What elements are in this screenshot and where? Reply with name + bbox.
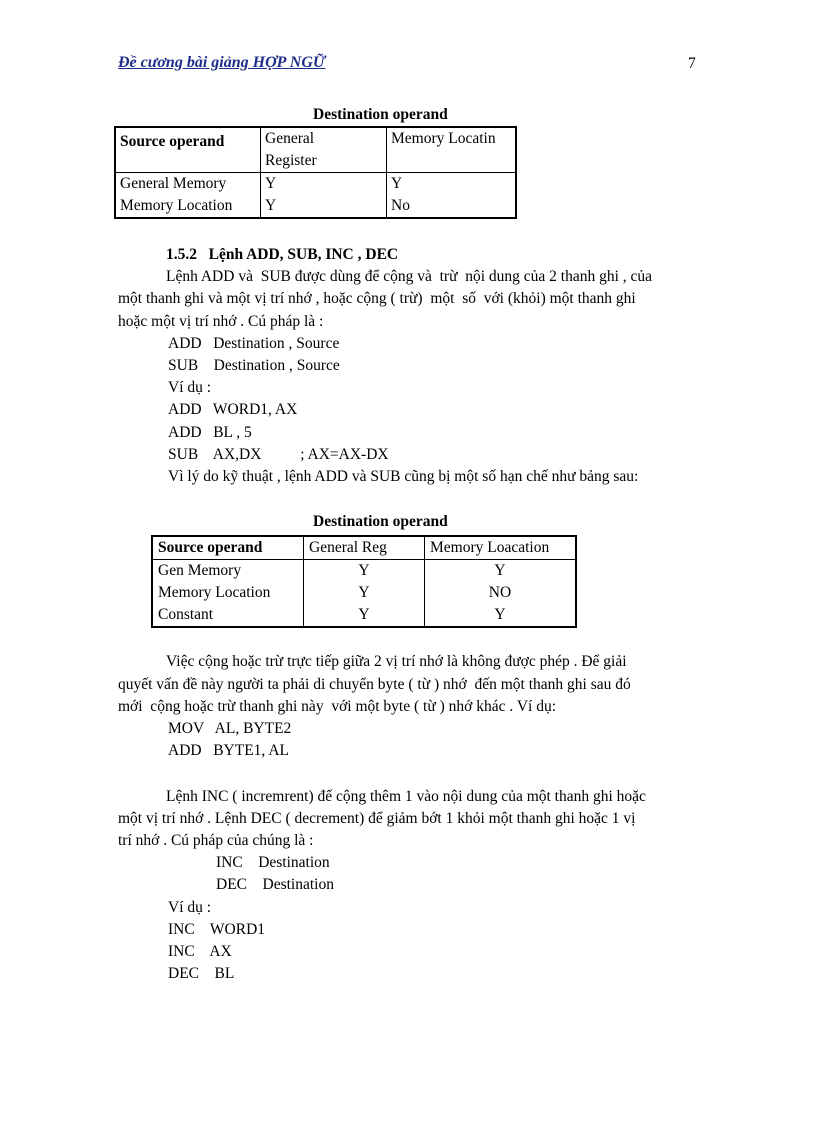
table-row bbox=[152, 536, 576, 560]
table-cell: Constant bbox=[152, 604, 304, 627]
paragraph-line: một vị trí nhớ . Lệnh DEC ( decrement) để giảm bớt 1 khỏi một thanh ghi hoặc 1 vị bbox=[118, 810, 636, 827]
table-row bbox=[152, 560, 576, 583]
table-row bbox=[115, 127, 516, 173]
table1-head-general bbox=[261, 127, 387, 173]
code-line: ADD WORD1, AX bbox=[168, 401, 298, 418]
table2 bbox=[151, 535, 577, 628]
section-heading: 1.5.2 Lệnh ADD, SUB, INC , DEC bbox=[166, 246, 399, 263]
table-cell: Y bbox=[261, 195, 387, 218]
table-cell: Y bbox=[425, 560, 577, 583]
code-line: ADD BL , 5 bbox=[168, 424, 252, 441]
code-line: ADD BYTE1, AL bbox=[168, 742, 289, 759]
table-cell: Y bbox=[304, 604, 425, 627]
code-line: MOV AL, BYTE2 bbox=[168, 720, 292, 737]
table-cell: Y bbox=[425, 604, 577, 627]
page-number: 7 bbox=[688, 55, 696, 72]
table-row bbox=[152, 582, 576, 604]
table-cell: Y bbox=[304, 560, 425, 583]
table-row bbox=[115, 195, 516, 218]
paragraph-line: một thanh ghi và một vị trí nhớ , hoặc cộng ( trừ) một số với (khỏi) một thanh ghi bbox=[118, 290, 636, 307]
table-cell: No bbox=[387, 195, 517, 218]
table2-caption: Destination operand bbox=[313, 513, 448, 530]
table1-head-general-line2: Register bbox=[265, 152, 317, 169]
table-cell: Memory Location bbox=[152, 582, 304, 604]
code-line: DEC Destination bbox=[216, 876, 334, 893]
table-cell: Y bbox=[387, 173, 517, 196]
table-cell: Y bbox=[261, 173, 387, 196]
example-label: Ví dụ : bbox=[168, 899, 212, 916]
table1-head-source: Source operand bbox=[115, 127, 261, 173]
table-cell: Memory Location bbox=[115, 195, 261, 218]
table2-head-source: Source operand bbox=[152, 536, 304, 560]
table-cell: General Memory bbox=[115, 173, 261, 196]
code-line: INC AX bbox=[168, 943, 232, 960]
paragraph-line: hoặc một vị trí nhớ . Cú pháp là : bbox=[118, 313, 324, 330]
paragraph-line: Vì lý do kỹ thuật , lệnh ADD và SUB cũng bị một số hạn chế như bảng sau: bbox=[168, 468, 639, 485]
code-line: SUB Destination , Source bbox=[168, 357, 340, 374]
paragraph-line: trí nhớ . Cú pháp của chúng là : bbox=[118, 832, 314, 849]
table1 bbox=[114, 126, 517, 219]
table2-head-general: General Reg bbox=[304, 536, 425, 560]
table-row bbox=[152, 604, 576, 627]
paragraph-line: Lệnh INC ( incremrent) để cộng thêm 1 vào nội dung của một thanh ghi hoặc bbox=[166, 788, 646, 805]
table-cell: NO bbox=[425, 582, 577, 604]
code-line: INC WORD1 bbox=[168, 921, 266, 938]
code-line: ADD Destination , Source bbox=[168, 335, 340, 352]
paragraph-line: quyết vấn đề này người ta phải di chuyển byte ( từ ) nhớ đến một thanh ghi sau đó bbox=[118, 676, 631, 693]
code-line: DEC BL bbox=[168, 965, 235, 982]
code-line: SUB AX,DX ; AX=AX-DX bbox=[168, 446, 389, 463]
paragraph-line: Lệnh ADD và SUB được dùng để cộng và trừ nội dung của 2 thanh ghi , của bbox=[166, 268, 653, 285]
table1-head-general-line1: General bbox=[265, 130, 315, 147]
table-row bbox=[115, 173, 516, 196]
table1-caption: Destination operand bbox=[313, 106, 448, 123]
table1-head-memory: Memory Locatin bbox=[387, 127, 517, 173]
table-cell: Y bbox=[304, 582, 425, 604]
paragraph-line: Việc cộng hoặc trừ trực tiếp giữa 2 vị trí nhớ là không được phép . Để giải bbox=[166, 653, 627, 670]
table-cell: Gen Memory bbox=[152, 560, 304, 583]
code-line: INC Destination bbox=[216, 854, 330, 871]
document-header-title: Đề cương bài giảng HỢP NGỮ bbox=[118, 54, 326, 71]
paragraph-line: mới cộng hoặc trừ thanh ghi này với một byte ( từ ) nhớ khác . Ví dụ: bbox=[118, 698, 557, 715]
example-label: Ví dụ : bbox=[168, 379, 212, 396]
table2-head-memory: Memory Loacation bbox=[425, 536, 577, 560]
